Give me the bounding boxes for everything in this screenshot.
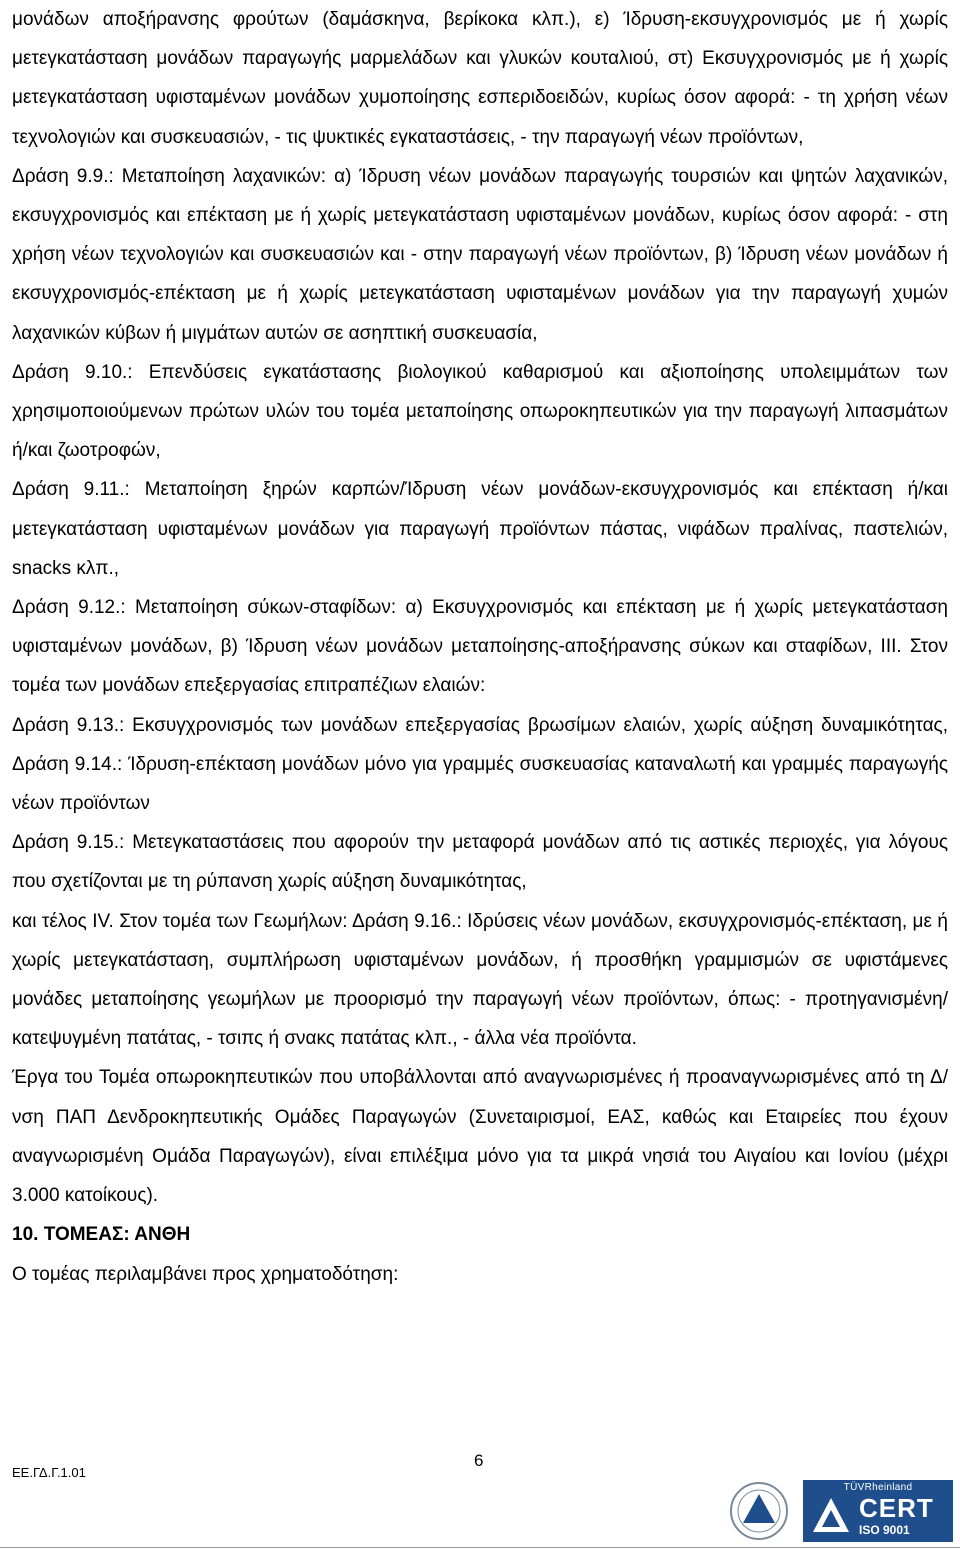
paragraph: Δράση 9.12.: Μεταποίηση σύκων-σταφίδων: α) Εκσυγχρονισμός και επέκταση με ή χωρίς μετεγκατάσταση υφισταμένων μονάδων, β) Ίδρυση νέων μονάδων μεταποίησης-αποξήρανσης σύκων και σταφίδων, III. Στον τομέα των μονάδων επεξεργασίας επιτραπέζιων ελαιών:: [12, 597, 948, 697]
paragraph: και τέλος IV. Στον τομέα των Γεωμήλων: Δράση 9.16.: Ιδρύσεις νέων μονάδων, εκσυγχρονισμός-επέκταση, με ή χωρίς μετεγκατάσταση, συμπλήρωση υφισταμένων μονάδων, ή προσθήκη γραμμισμών σε υφιστάμενες μονάδες μεταποίησης γεωμήλων με προορισμό την παραγωγή νέων προϊόντων, όπως: - προτηγανισμένη/κατεψυγμένη πατάτας, - τσιπς ή σνακς πατάτας κλπ., - άλλα νέα προϊόντα.: [12, 910, 948, 1050]
paragraph: Δράση 9.10.: Επενδύσεις εγκατάστασης βιολογικού καθαρισμού και αξιοποίησης υπολειμμάτων των χρησιμοποιούμενων πρώτων υλών του τομέα μεταποίησης οπωροκηπευτικών για την παραγωγή λιπασμάτων ή/και ζωοτροφών,: [12, 361, 948, 462]
paragraph: Δράση 9.11.: Μεταποίηση ξηρών καρπών/Ίδρυση νέων μονάδων-εκσυγχρονισμός και επέκταση ή/και μετεγκατάσταση υφισταμένων μονάδων για παραγωγή προϊόντων πάστας, νιφάδων πραλίνας, παστελιών, snacks κλπ.,: [12, 479, 948, 579]
paragraph: Δράση 9.9.: Μεταποίηση λαχανικών: α) Ίδρυση νέων μονάδων παραγωγής τουρσιών και ψητών λαχανικών, εκσυγχρονισμός και επέκταση με ή χωρίς μετεγκατάσταση υφισταμένων μονάδων, κυρίως όσον αφορά: - στη χρήση νέων τεχνολογιών και συσκευασιών και - στην παραγωγή νέων προϊόντων, β) Ίδρυση νέων μονάδων ή εκσυγχρονισμός-επέκταση με ή χωρίς μετεγκατάσταση υφισταμένων μονάδων για την παραγωγή χυμών λαχανικών κύβων ή μιγμάτων αυτών σε ασηπτική συσκευασία,: [12, 165, 948, 344]
section-heading: 10. ΤΟΜΕΑΣ: ΑΝΘΗ: [12, 1224, 191, 1246]
tuv-seal-icon: [724, 1480, 794, 1542]
cert-word: CERT: [859, 1493, 934, 1523]
paragraph: Δράση 9.13.: Εκσυγχρονισμός των μονάδων επεξεργασίας βρωσίμων ελαιών, χωρίς αύξηση δυναμικότητας, Δράση 9.14.: Ίδρυση-επέκταση μονάδων μόνο για γραμμές συσκευασίας καταναλωτή και γραμμές παραγωγής νέων προϊόντων: [12, 714, 948, 815]
cert-iso: ISO 9001: [859, 1523, 910, 1537]
page-number: 6: [474, 1451, 484, 1470]
paragraph: μονάδων αποξήρανσης φρούτων (δαμάσκηνα, βερίκοκα κλπ.), ε) Ίδρυση-εκσυγχρονισμός με ή χωρίς μετεγκατάσταση μονάδων παραγωγής μαρμελάδων και γλυκών κουταλιού, στ) Εκσυγχρονισμός με ή χωρίς μετεγκατάσταση υφισταμένων μονάδων χυμοποίησης εσπεριδοειδών, κυρίως όσον αφορά: - τη χρήση νέων τεχνολογιών και συσκευασιών, - τις ψυκτικές εγκαταστάσεις, - την παραγωγή νέων προϊόντων,: [12, 9, 948, 148]
certification-logo: [803, 1480, 953, 1542]
paragraph: Έργα του Τομέα οπωροκηπευτικών που υποβάλλονται από αναγνωρισμένες ή προαναγνωρισμένες από τη Δ/νση ΠΑΠ Δενδροκηπευτικής Ομάδες Παραγωγών (Συνεταιρισμοί, ΕΑΣ, καθώς και Εταιρείες που έχουν αναγνωρισμένη Ομάδα Παραγωγών), είναι επιλέξιμα μόνο για τα μικρά νησιά του Αιγαίου και Ιονίου (μέχρι 3.000 κατοίκους).: [12, 1067, 948, 1207]
paragraph: Δράση 9.15.: Μετεγκαταστάσεις που αφορούν την μεταφορά μονάδων από τις αστικές περιοχές, για λόγους που σχετίζονται με τη ρύπανση χωρίς αύξηση δυναμικότητας,: [12, 832, 948, 893]
document-body: [12, 0, 948, 1294]
closing-line: Ο τομέας περιλαμβάνει προς χρηματοδότηση:: [12, 1263, 399, 1285]
cert-brand: TÜVRheinland: [843, 1482, 913, 1493]
footer-divider: [0, 1547, 960, 1548]
triangle-icon: [811, 1496, 851, 1536]
document-code: ΕΕ.ΓΔ.Γ.1.01: [12, 1465, 86, 1480]
